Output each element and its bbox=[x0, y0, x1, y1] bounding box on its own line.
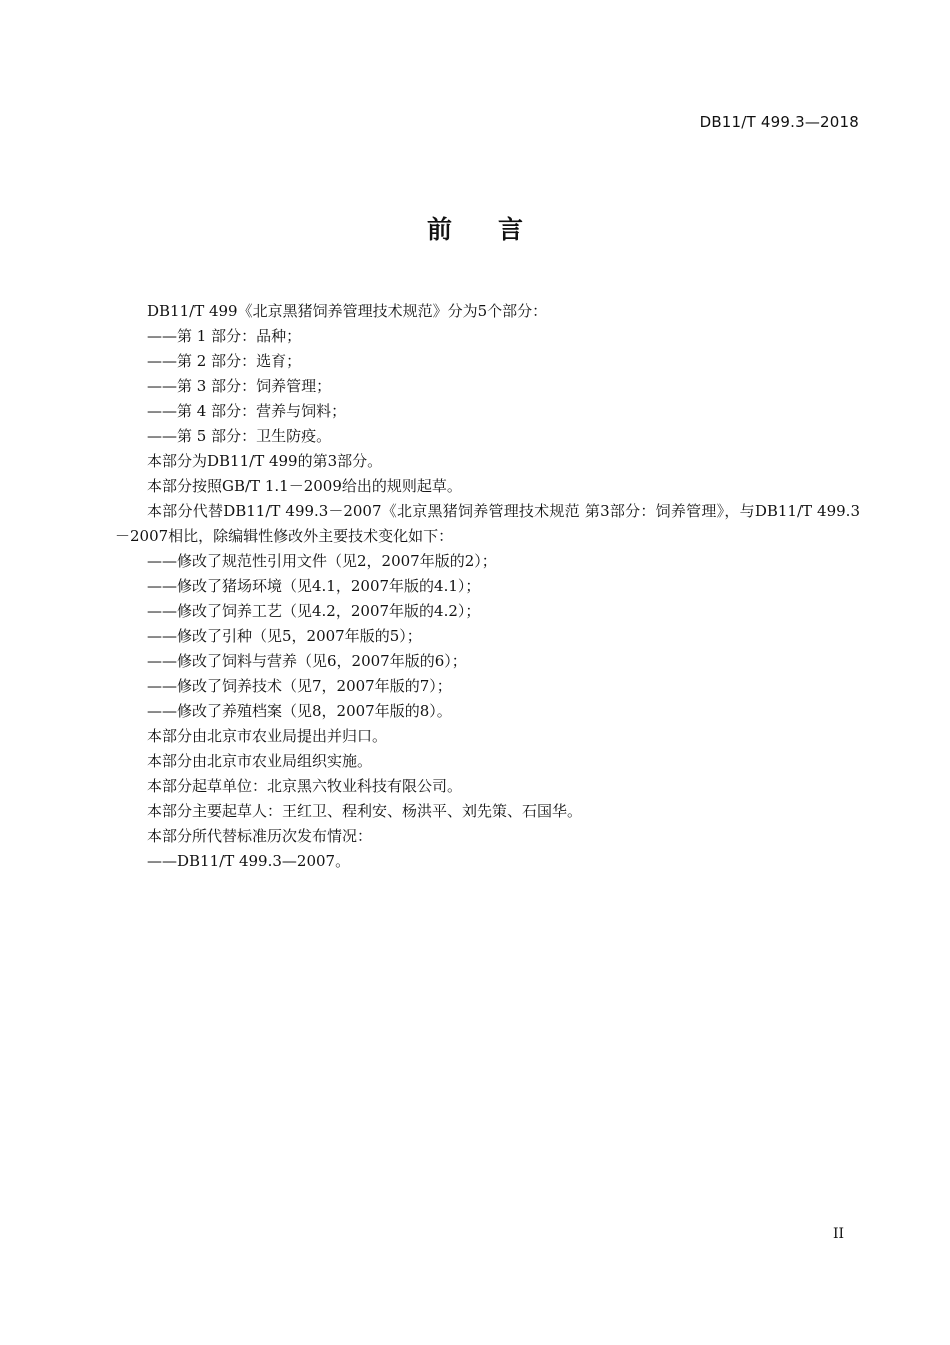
list-item: ——第 1 部分：品种； bbox=[147, 327, 302, 345]
paragraph: DB11/T 499《北京黑猪饲养管理技术规范》分为5个部分： bbox=[147, 302, 548, 320]
foreword-body bbox=[115, 299, 860, 874]
paragraph: 本部分起草单位：北京黑六牧业科技有限公司。 bbox=[147, 777, 463, 795]
list-item: ——第 3 部分：饲养管理； bbox=[147, 377, 332, 395]
list-item: ——修改了养殖档案（见8，2007年版的8）。 bbox=[147, 702, 452, 720]
list-item: ——第 5 部分：卫生防疫。 bbox=[147, 427, 332, 445]
list-item: ——修改了猪场环境（见4.1，2007年版的4.1）； bbox=[147, 577, 481, 595]
paragraph: 本部分按照GB/T 1.1－2009给出的规则起草。 bbox=[147, 477, 462, 495]
paragraph: 本部分主要起草人：王红卫、程利安、杨洪平、刘先策、石国华。 bbox=[147, 802, 583, 820]
list-item: ——修改了引种（见5，2007年版的5）； bbox=[147, 627, 422, 645]
page-title: 前言 bbox=[426, 215, 569, 244]
list-item: ——修改了饲料与营养（见6，2007年版的6）； bbox=[147, 652, 467, 670]
list-item: ——修改了规范性引用文件（见2，2007年版的2）； bbox=[147, 552, 497, 570]
paragraph: 本部分由北京市农业局提出并归口。 bbox=[147, 727, 388, 745]
paragraph: 本部分由北京市农业局组织实施。 bbox=[147, 752, 373, 770]
paragraph: 本部分所代替标准历次发布情况： bbox=[147, 827, 373, 845]
list-item: ——修改了饲养工艺（见4.2，2007年版的4.2）； bbox=[147, 602, 481, 620]
document-code: DB11/T 499.3—2018 bbox=[699, 113, 859, 131]
list-item: ——修改了饲养技术（见7，2007年版的7）； bbox=[147, 677, 452, 695]
page-number: II bbox=[832, 1226, 844, 1242]
paragraph: 本部分代替DB11/T 499.3－2007《北京黑猪饲养管理技术规范 第3部分：饲养管理》，与DB11/T 499.3－2007相比，除编辑性修改外主要技术变化如下： bbox=[115, 502, 860, 545]
paragraph: 本部分为DB11/T 499的第3部分。 bbox=[147, 452, 383, 470]
list-item: ——第 4 部分：营养与饲料； bbox=[147, 402, 347, 420]
list-item: ——第 2 部分：选育； bbox=[147, 352, 302, 370]
list-item: ——DB11/T 499.3—2007。 bbox=[147, 852, 351, 870]
